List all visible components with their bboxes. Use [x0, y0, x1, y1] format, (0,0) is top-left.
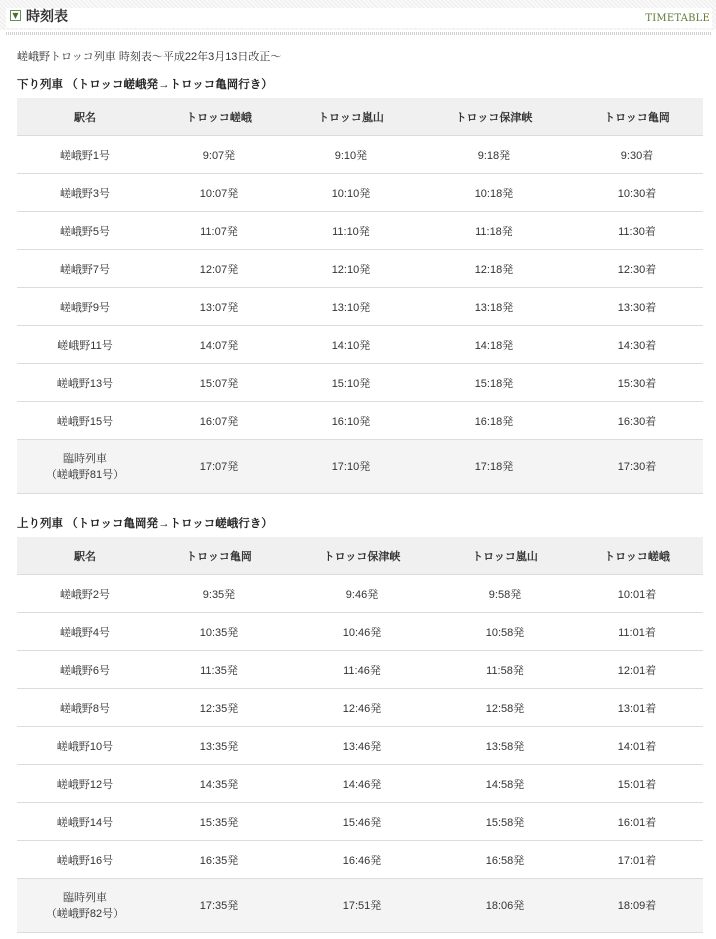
table-row [17, 575, 703, 613]
time-cell: 16:46発 [285, 841, 439, 879]
time-cell: 13:58発 [439, 727, 571, 765]
train-name-cell: 嵯峨野2号 [17, 575, 153, 613]
table-row [17, 402, 703, 440]
table-header-row [17, 98, 703, 136]
column-header: トロッコ嵯峨 [571, 537, 703, 575]
table-row [17, 727, 703, 765]
time-cell: 11:18発 [417, 212, 571, 250]
time-cell: 10:46発 [285, 613, 439, 651]
time-cell: 15:35発 [153, 803, 285, 841]
time-cell: 16:30着 [571, 402, 703, 440]
time-cell: 12:30着 [571, 250, 703, 288]
down-section-title: 下り列車 （トロッコ嵯峨発→トロッコ亀岡行き） [17, 79, 273, 91]
time-cell: 9:58発 [439, 575, 571, 613]
time-cell: 14:30着 [571, 326, 703, 364]
special-train-name-cell [17, 879, 153, 933]
time-cell: 9:10発 [285, 136, 417, 174]
time-cell: 16:58発 [439, 841, 571, 879]
time-cell: 10:10発 [285, 174, 417, 212]
train-name-cell: 嵯峨野11号 [17, 326, 153, 364]
column-header: トロッコ嵐山 [439, 537, 571, 575]
table-row [17, 613, 703, 651]
table-row [17, 250, 703, 288]
time-cell: 12:07発 [153, 250, 285, 288]
train-name-cell: 嵯峨野10号 [17, 727, 153, 765]
page-title: 時刻表 [26, 9, 68, 25]
time-cell: 10:01着 [571, 575, 703, 613]
time-cell: 11:30着 [571, 212, 703, 250]
train-name-cell: 嵯峨野3号 [17, 174, 153, 212]
train-name-cell: 嵯峨野7号 [17, 250, 153, 288]
time-cell: 17:07発 [153, 440, 285, 494]
table-row [17, 841, 703, 879]
header-inner [6, 8, 712, 28]
time-cell: 9:30着 [571, 136, 703, 174]
time-cell: 13:30着 [571, 288, 703, 326]
column-header: トロッコ保津峡 [285, 537, 439, 575]
time-cell: 11:58発 [439, 651, 571, 689]
time-cell: 15:30着 [571, 364, 703, 402]
train-name-cell: 嵯峨野16号 [17, 841, 153, 879]
time-cell: 15:46発 [285, 803, 439, 841]
time-cell: 17:10発 [285, 440, 417, 494]
special-train-label: 臨時列車 [63, 891, 107, 904]
train-name-cell: 嵯峨野6号 [17, 651, 153, 689]
column-header: トロッコ亀岡 [571, 98, 703, 136]
time-cell: 13:01着 [571, 689, 703, 727]
time-cell: 14:18発 [417, 326, 571, 364]
train-name-cell: 嵯峨野9号 [17, 288, 153, 326]
column-header: トロッコ亀岡 [153, 537, 285, 575]
time-cell: 12:58発 [439, 689, 571, 727]
column-header: トロッコ嵐山 [285, 98, 417, 136]
time-cell: 17:51発 [285, 879, 439, 933]
time-cell: 14:07発 [153, 326, 285, 364]
table-row [17, 136, 703, 174]
time-cell: 10:58発 [439, 613, 571, 651]
train-name-cell: 嵯峨野14号 [17, 803, 153, 841]
time-cell: 11:35発 [153, 651, 285, 689]
train-name-cell: 嵯峨野5号 [17, 212, 153, 250]
time-cell: 13:35発 [153, 727, 285, 765]
up-timetable [17, 537, 703, 933]
time-cell: 18:06発 [439, 879, 571, 933]
time-cell: 10:30着 [571, 174, 703, 212]
time-cell: 9:07発 [153, 136, 285, 174]
time-cell: 11:01着 [571, 613, 703, 651]
column-header: トロッコ保津峡 [417, 98, 571, 136]
time-cell: 16:10発 [285, 402, 417, 440]
time-cell: 11:10発 [285, 212, 417, 250]
time-cell: 12:18発 [417, 250, 571, 288]
column-header: 駅名 [17, 537, 153, 575]
table-row [17, 174, 703, 212]
time-cell: 14:10発 [285, 326, 417, 364]
time-cell: 9:46発 [285, 575, 439, 613]
header-divider [6, 32, 712, 35]
time-cell: 12:35発 [153, 689, 285, 727]
table-row-special [17, 879, 703, 933]
table-row [17, 364, 703, 402]
column-header: 駅名 [17, 98, 153, 136]
time-cell: 16:07発 [153, 402, 285, 440]
time-cell: 16:18発 [417, 402, 571, 440]
time-cell: 14:01着 [571, 727, 703, 765]
train-name-cell: 嵯峨野4号 [17, 613, 153, 651]
time-cell: 9:35発 [153, 575, 285, 613]
table-row [17, 765, 703, 803]
collapse-toggle-icon[interactable]: ▼ [10, 10, 21, 21]
time-cell: 15:10発 [285, 364, 417, 402]
table-row [17, 803, 703, 841]
time-cell: 12:46発 [285, 689, 439, 727]
time-cell: 10:35発 [153, 613, 285, 651]
intro-text: 嵯峨野トロッコ列車 時刻表〜平成22年3月13日改正〜 [17, 51, 282, 63]
time-cell: 13:18発 [417, 288, 571, 326]
time-cell: 17:01着 [571, 841, 703, 879]
time-cell: 17:35発 [153, 879, 285, 933]
time-cell: 16:35発 [153, 841, 285, 879]
time-cell: 16:01着 [571, 803, 703, 841]
table-row [17, 212, 703, 250]
table-row [17, 326, 703, 364]
time-cell: 10:18発 [417, 174, 571, 212]
train-name-cell: 嵯峨野12号 [17, 765, 153, 803]
down-timetable [17, 98, 703, 494]
timetable-label: TIMETABLE [645, 13, 710, 24]
up-section-title: 上り列車 （トロッコ亀岡発→トロッコ嵯峨行き） [17, 518, 273, 530]
special-train-number: （嵯峨野82号） [45, 907, 125, 920]
train-name-cell: 嵯峨野13号 [17, 364, 153, 402]
table-row-special [17, 440, 703, 494]
time-cell: 17:18発 [417, 440, 571, 494]
time-cell: 14:58発 [439, 765, 571, 803]
time-cell: 10:07発 [153, 174, 285, 212]
special-train-number: （嵯峨野81号） [45, 468, 125, 481]
time-cell: 18:09着 [571, 879, 703, 933]
time-cell: 9:18発 [417, 136, 571, 174]
time-cell: 15:58発 [439, 803, 571, 841]
table-row [17, 689, 703, 727]
train-name-cell: 嵯峨野15号 [17, 402, 153, 440]
table-header-row [17, 537, 703, 575]
time-cell: 15:01着 [571, 765, 703, 803]
time-cell: 13:07発 [153, 288, 285, 326]
time-cell: 17:30着 [571, 440, 703, 494]
header-bar [0, 0, 716, 30]
special-train-name-cell [17, 440, 153, 494]
column-header: トロッコ嵯峨 [153, 98, 285, 136]
train-name-cell: 嵯峨野8号 [17, 689, 153, 727]
time-cell: 12:10発 [285, 250, 417, 288]
time-cell: 13:46発 [285, 727, 439, 765]
special-train-label: 臨時列車 [63, 452, 107, 465]
time-cell: 13:10発 [285, 288, 417, 326]
time-cell: 11:46発 [285, 651, 439, 689]
train-name-cell: 嵯峨野1号 [17, 136, 153, 174]
time-cell: 14:46発 [285, 765, 439, 803]
table-row [17, 651, 703, 689]
time-cell: 11:07発 [153, 212, 285, 250]
time-cell: 15:07発 [153, 364, 285, 402]
time-cell: 12:01着 [571, 651, 703, 689]
table-row [17, 288, 703, 326]
time-cell: 15:18発 [417, 364, 571, 402]
time-cell: 14:35発 [153, 765, 285, 803]
